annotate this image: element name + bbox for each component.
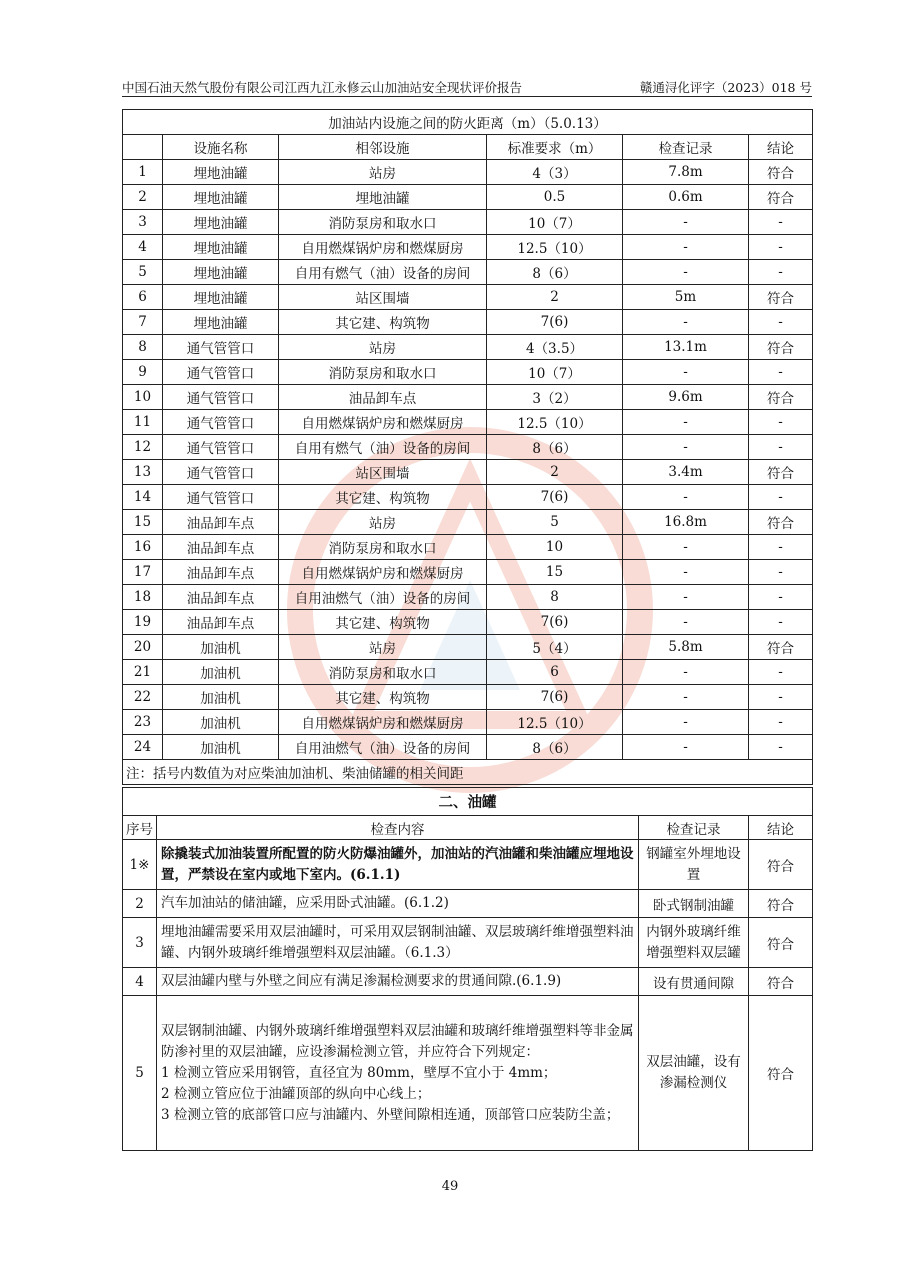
tank-section-title: 二、油罐 <box>123 788 813 816</box>
header-cell-adjacent: 相邻设施 <box>279 135 487 160</box>
row-no: 6 <box>123 285 163 310</box>
table-row <box>123 485 813 510</box>
row-record: 内钢外玻璃纤维增强塑料双层罐 <box>639 918 749 968</box>
row-no: 12 <box>123 435 163 460</box>
table-row <box>123 610 813 635</box>
row-adjacent: 自用燃煤锅炉房和燃煤厨房 <box>279 710 487 735</box>
row-standard: 12.5（10） <box>487 235 623 260</box>
rule-item: 3 检测立管的底部管口应与油罐内、外壁间隙相连通，顶部管口应装防尘盖； <box>161 1106 620 1123</box>
row-result: 符合 <box>749 635 813 660</box>
row-record: 卧式钢制油罐 <box>639 890 749 918</box>
row-result: 符合 <box>749 968 813 996</box>
table-row <box>123 968 813 996</box>
header-cell-record: 检查记录 <box>623 135 749 160</box>
table-row <box>123 735 813 760</box>
row-no: 10 <box>123 385 163 410</box>
table-row <box>123 510 813 535</box>
row-standard: 4（3.5） <box>487 335 623 360</box>
header-report-number: 赣通浔化评字（2023）018 号 <box>639 80 812 95</box>
rule-item: 1 检测立管应采用钢管，直径宜为 80mm，壁厚不宜小于 4mm； <box>161 1064 557 1081</box>
row-result: - <box>749 435 813 460</box>
row-record: - <box>623 210 749 235</box>
row-record: 钢罐室外埋地设置 <box>639 840 749 890</box>
row-adjacent: 其它建、构筑物 <box>279 310 487 335</box>
row-adjacent: 其它建、构筑物 <box>279 610 487 635</box>
row-no: 7 <box>123 310 163 335</box>
row-adjacent: 站房 <box>279 510 487 535</box>
row-adjacent: 站房 <box>279 635 487 660</box>
row-no: 4 <box>123 235 163 260</box>
row-standard: 7(6) <box>487 610 623 635</box>
row-standard: 2 <box>487 460 623 485</box>
row-facility: 埋地油罐 <box>163 185 279 210</box>
row-adjacent: 站房 <box>279 335 487 360</box>
row-facility: 通气管管口 <box>163 360 279 385</box>
row-result: - <box>749 660 813 685</box>
row-result: - <box>749 685 813 710</box>
row-standard: 12.5（10） <box>487 410 623 435</box>
table-row <box>123 210 813 235</box>
row-no: 2 <box>123 185 163 210</box>
row-standard: 5 <box>487 510 623 535</box>
row-facility: 加油机 <box>163 685 279 710</box>
header-cell-record: 检查记录 <box>639 816 749 840</box>
row-record: - <box>623 310 749 335</box>
row-standard: 8（6） <box>487 435 623 460</box>
row-no: 1※ <box>123 840 157 890</box>
row-result: 符合 <box>749 996 813 1151</box>
row-adjacent: 站区围墙 <box>279 460 487 485</box>
table-row <box>123 918 813 968</box>
row-no: 23 <box>123 710 163 735</box>
distance-table-title: 加油站内设施之间的防火距离（m）（5.0.13） <box>123 110 813 135</box>
row-facility: 埋地油罐 <box>163 260 279 285</box>
row-standard: 8（6） <box>487 260 623 285</box>
table-row <box>123 660 813 685</box>
row-adjacent: 自用有燃气（油）设备的房间 <box>279 435 487 460</box>
row-no: 8 <box>123 335 163 360</box>
row-content: 埋地油罐需要采用双层油罐时，可采用双层钢制油罐、双层玻璃纤维增强塑料油罐、内钢外玻璃纤维增强塑料双层油罐。（6.1.3） <box>157 918 639 968</box>
row-no: 18 <box>123 585 163 610</box>
row-adjacent: 自用燃煤锅炉房和燃煤厨房 <box>279 410 487 435</box>
row-standard: 5（4） <box>487 635 623 660</box>
row-adjacent: 其它建、构筑物 <box>279 685 487 710</box>
row-no: 9 <box>123 360 163 385</box>
row-no: 20 <box>123 635 163 660</box>
row-no: 3 <box>123 210 163 235</box>
row-standard: 8（6） <box>487 735 623 760</box>
row-record: 16.8m <box>623 510 749 535</box>
row-result: - <box>749 410 813 435</box>
table-row <box>123 285 813 310</box>
table-row <box>123 996 813 1151</box>
row-facility: 油品卸车点 <box>163 610 279 635</box>
row-standard: 0.5 <box>487 185 623 210</box>
row-standard: 7(6) <box>487 310 623 335</box>
row-result: 符合 <box>749 185 813 210</box>
row-adjacent: 站房 <box>279 160 487 185</box>
row-record: - <box>623 710 749 735</box>
row-facility: 加油机 <box>163 710 279 735</box>
row-content: 双层钢制油罐、内钢外玻璃纤维增强塑料双层油罐和玻璃纤维增强塑料等非金属防渗衬里的双层油罐，应设渗漏检测立管，并应符合下列规定： <box>161 1022 634 1060</box>
row-adjacent: 自用油燃气（油）设备的房间 <box>279 735 487 760</box>
table-row <box>123 410 813 435</box>
row-adjacent: 消防泵房和取水口 <box>279 360 487 385</box>
row-facility: 通气管管口 <box>163 410 279 435</box>
table-row <box>123 840 813 890</box>
table-row <box>123 560 813 585</box>
rule-item: 2 检测立管应位于油罐顶部的纵向中心线上； <box>161 1085 431 1102</box>
header-cell-result: 结论 <box>749 135 813 160</box>
row-record: - <box>623 660 749 685</box>
row-record: - <box>623 235 749 260</box>
page-header <box>122 76 812 97</box>
row-facility: 埋地油罐 <box>163 160 279 185</box>
row-standard: 15 <box>487 560 623 585</box>
row-result: 符合 <box>749 510 813 535</box>
table-row <box>123 185 813 210</box>
row-record: - <box>623 535 749 560</box>
row-result: 符合 <box>749 840 813 890</box>
row-result: - <box>749 610 813 635</box>
row-facility: 油品卸车点 <box>163 560 279 585</box>
row-facility: 加油机 <box>163 660 279 685</box>
row-adjacent: 其它建、构筑物 <box>279 485 487 510</box>
row-record: 5.8m <box>623 635 749 660</box>
row-facility: 油品卸车点 <box>163 585 279 610</box>
row-adjacent: 自用油燃气（油）设备的房间 <box>279 585 487 610</box>
row-record: 9.6m <box>623 385 749 410</box>
row-no: 1 <box>123 160 163 185</box>
header-report-title: 中国石油天然气股份有限公司江西九江永修云山加油站安全现状评价报告 <box>122 80 523 95</box>
page-number: 49 <box>441 1179 459 1194</box>
row-adjacent: 消防泵房和取水口 <box>279 535 487 560</box>
table-row <box>123 585 813 610</box>
row-standard: 10（7） <box>487 210 623 235</box>
table-row <box>123 160 813 185</box>
row-result: - <box>749 735 813 760</box>
row-record: - <box>623 560 749 585</box>
row-adjacent: 消防泵房和取水口 <box>279 210 487 235</box>
row-record: - <box>623 485 749 510</box>
row-record: - <box>623 260 749 285</box>
row-result: - <box>749 585 813 610</box>
row-result: - <box>749 260 813 285</box>
row-content: 除撬装式加油装置所配置的防火防爆油罐外，加油站的汽油罐和柴油罐应埋地设置，严禁设在室内或地下室内。(6.1.1) <box>157 840 639 890</box>
table-row <box>123 235 813 260</box>
row-no: 2 <box>123 890 157 918</box>
row-record: 设有贯通间隙 <box>639 968 749 996</box>
row-standard: 10 <box>487 535 623 560</box>
header-cell-no: 序号 <box>123 816 157 840</box>
row-standard: 8 <box>487 585 623 610</box>
row-standard: 7(6) <box>487 685 623 710</box>
row-result: - <box>749 210 813 235</box>
row-adjacent: 油品卸车点 <box>279 385 487 410</box>
row-result: 符合 <box>749 460 813 485</box>
row-record: - <box>623 685 749 710</box>
row-standard: 7(6) <box>487 485 623 510</box>
row-record: 3.4m <box>623 460 749 485</box>
row-no: 4 <box>123 968 157 996</box>
row-result: 符合 <box>749 918 813 968</box>
row-no: 21 <box>123 660 163 685</box>
oil-tank-table <box>122 787 813 1151</box>
row-record: 13.1m <box>623 335 749 360</box>
header-cell-result: 结论 <box>749 816 813 840</box>
row-standard: 12.5（10） <box>487 710 623 735</box>
row-record: - <box>623 610 749 635</box>
row-no: 11 <box>123 410 163 435</box>
row-adjacent: 自用有燃气（油）设备的房间 <box>279 260 487 285</box>
row-no: 13 <box>123 460 163 485</box>
row-no: 5 <box>123 996 157 1151</box>
row-adjacent: 消防泵房和取水口 <box>279 660 487 685</box>
header-cell-content: 检查内容 <box>157 816 639 840</box>
row-facility: 通气管管口 <box>163 460 279 485</box>
row-result: - <box>749 485 813 510</box>
table-row <box>123 710 813 735</box>
row-facility: 通气管管口 <box>163 385 279 410</box>
row-record: 7.8m <box>623 160 749 185</box>
row-no: 24 <box>123 735 163 760</box>
row-result: - <box>749 360 813 385</box>
distance-table-note: 注：括号内数值为对应柴油加油机、柴油储罐的相关间距 <box>123 760 813 785</box>
row-record: - <box>623 435 749 460</box>
row-no: 15 <box>123 510 163 535</box>
row-adjacent: 自用燃煤锅炉房和燃煤厨房 <box>279 235 487 260</box>
row-no: 14 <box>123 485 163 510</box>
row-result: 符合 <box>749 335 813 360</box>
row-standard: 2 <box>487 285 623 310</box>
row-facility: 加油机 <box>163 735 279 760</box>
fire-distance-table <box>122 109 813 785</box>
header-cell-facility: 设施名称 <box>163 135 279 160</box>
row-no: 19 <box>123 610 163 635</box>
row-record: 双层油罐，设有渗漏检测仪 <box>639 996 749 1151</box>
row-adjacent: 自用燃煤锅炉房和燃煤厨房 <box>279 560 487 585</box>
table-row <box>123 685 813 710</box>
row-content: 双层油罐内壁与外壁之间应有满足渗漏检测要求的贯通间隙.(6.1.9) <box>157 968 639 996</box>
table-row <box>123 635 813 660</box>
row-standard: 3（2） <box>487 385 623 410</box>
header-cell-standard: 标准要求（m） <box>487 135 623 160</box>
row-standard: 6 <box>487 660 623 685</box>
row-standard: 10（7） <box>487 360 623 385</box>
row-facility: 埋地油罐 <box>163 235 279 260</box>
row-result: - <box>749 235 813 260</box>
row-result: 符合 <box>749 160 813 185</box>
row-content-block <box>157 996 639 1151</box>
table-row <box>123 360 813 385</box>
row-result: - <box>749 310 813 335</box>
row-record: - <box>623 735 749 760</box>
row-result: - <box>749 560 813 585</box>
table-row <box>123 260 813 285</box>
row-no: 5 <box>123 260 163 285</box>
row-record: - <box>623 360 749 385</box>
table-row <box>123 460 813 485</box>
row-facility: 通气管管口 <box>163 485 279 510</box>
row-record: 0.6m <box>623 185 749 210</box>
row-facility: 埋地油罐 <box>163 310 279 335</box>
row-record: - <box>623 585 749 610</box>
row-adjacent: 站区围墙 <box>279 285 487 310</box>
table-row <box>123 890 813 918</box>
row-facility: 加油机 <box>163 635 279 660</box>
row-facility: 通气管管口 <box>163 335 279 360</box>
row-no: 22 <box>123 685 163 710</box>
table-row <box>123 385 813 410</box>
row-content: 汽车加油站的储油罐，应采用卧式油罐。(6.1.2) <box>157 890 639 918</box>
table-row <box>123 310 813 335</box>
row-no: 3 <box>123 918 157 968</box>
row-adjacent: 埋地油罐 <box>279 185 487 210</box>
row-facility: 油品卸车点 <box>163 535 279 560</box>
row-facility: 埋地油罐 <box>163 285 279 310</box>
row-no: 16 <box>123 535 163 560</box>
row-facility: 埋地油罐 <box>163 210 279 235</box>
row-no: 17 <box>123 560 163 585</box>
header-cell-blank <box>123 135 163 160</box>
row-result: - <box>749 535 813 560</box>
table-row <box>123 535 813 560</box>
row-record: - <box>623 410 749 435</box>
table-row <box>123 435 813 460</box>
row-record: 5m <box>623 285 749 310</box>
row-result: 符合 <box>749 385 813 410</box>
row-facility: 通气管管口 <box>163 435 279 460</box>
table-row <box>123 335 813 360</box>
row-result: 符合 <box>749 285 813 310</box>
row-result: 符合 <box>749 890 813 918</box>
row-result: - <box>749 710 813 735</box>
row-facility: 油品卸车点 <box>163 510 279 535</box>
row-standard: 4（3） <box>487 160 623 185</box>
